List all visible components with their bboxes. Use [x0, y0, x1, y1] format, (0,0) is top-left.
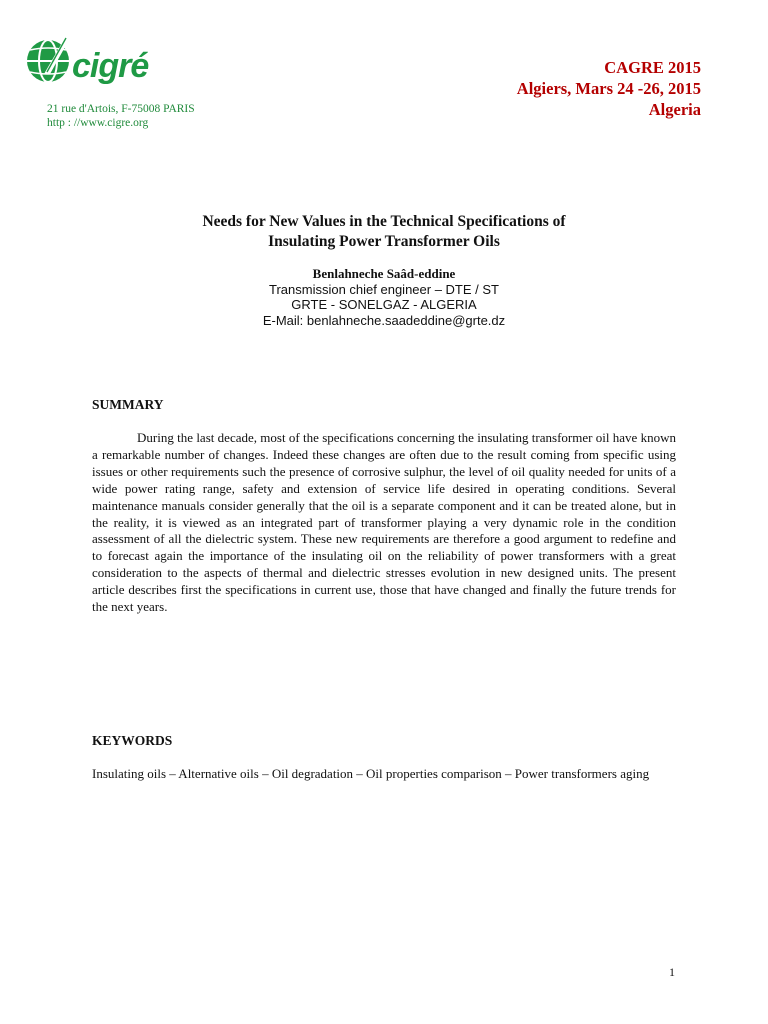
summary-heading: SUMMARY: [92, 397, 164, 412]
author-position: Transmission chief engineer – DTE / ST: [269, 281, 499, 297]
author-name: Benlahneche Saâd-eddine: [312, 266, 456, 281]
paper-title-line2: Insulating Power Transformer Oils: [268, 233, 500, 250]
conference-name: CAGRE 2015: [604, 58, 701, 77]
organization-address: [47, 102, 195, 130]
page-number: 1: [669, 965, 675, 979]
conference-date: Algiers, Mars 24 -26, 2015: [516, 79, 701, 98]
address-street: 21 rue d'Artois, F-75008 PARIS: [47, 103, 195, 115]
author-block: [0, 266, 768, 328]
cigre-logo-wordmark: cigré: [72, 47, 149, 85]
paper-title-line1: Needs for New Values in the Technical Specifications of: [202, 213, 566, 230]
summary-text: During the last decade, most of the specifications concerning the insulating transformer oil have known a remarkable number of changes. Indeed these changes are often due to the result coming from specific using issues or other requirements such the presence of corrosive sulphur, the level of oil quality needed for units of a wide power rating range, safety and extension of service life desired in operating conditions. Several maintenance manuals consider generally that the oil is a separate component and it can be treated alone, but in the reality, it is viewed as an integrated part of transformer playing a very dynamic role in the condition assessment of all the dielectric system. These new requirements are therefore a good argument to redefine and to forecast again the importance of the insulating oil on the reliability of power transformers with a great consideration to the aspects of thermal and dielectric stresses evolution in new designed units. The present article describes first the specifications in current use, those that have changed and finally the future trends for the next years.: [92, 430, 676, 615]
author-organization: GRTE - SONELGAZ - ALGERIA: [291, 297, 477, 312]
conference-info: [517, 57, 701, 120]
address-website: http : //www.cigre.org: [47, 117, 149, 129]
paper-title: [0, 212, 768, 252]
keywords-heading: KEYWORDS: [92, 733, 173, 748]
keywords-text: Insulating oils – Alternative oils – Oil degradation – Oil properties comparison – Power transformers aging: [92, 766, 650, 781]
author-email: E-Mail: benlahneche.saadeddine@grte.dz: [262, 312, 506, 328]
conference-country: Algeria: [648, 100, 701, 119]
